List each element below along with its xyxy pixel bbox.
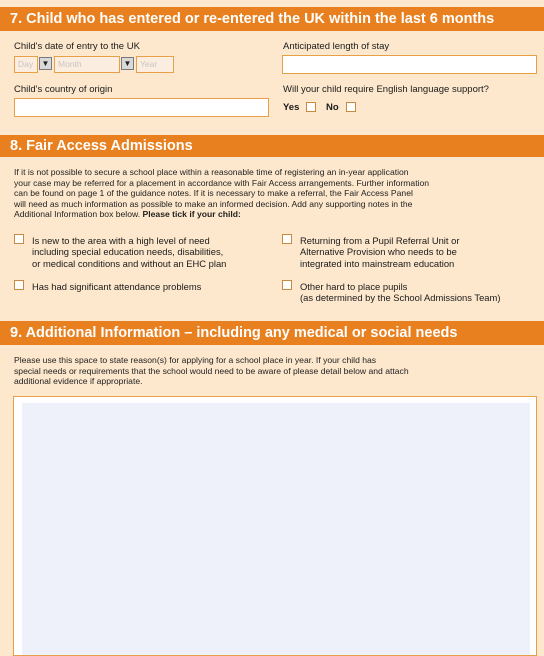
intro-line: can be found on page 1 of the guidance notes. If it is necessary to make a referral, the Fair Access Panel (14, 188, 413, 199)
option-line: Returning from a Pupil Referral Unit or (300, 235, 460, 246)
intro-line: If it is not possible to secure a school place within a reasonable time of registering an in-year application (14, 167, 409, 177)
yes-checkbox[interactable] (306, 102, 316, 112)
option-line: Alternative Provision who needs to be (300, 246, 457, 258)
intro-line: special needs or requirements that the school would need to be aware of please detail below and attach (14, 365, 409, 376)
chevron-down-icon: ▼ (123, 59, 132, 68)
pupil-referral-checkbox[interactable] (282, 234, 292, 244)
option-line: integrated into mainstream education (300, 257, 455, 269)
intro-line: will need as much information as possible to make an informed decision. Add any supporting notes in the (14, 198, 413, 209)
option-line: Other hard to place pupils (300, 281, 408, 292)
option-line: including special education needs, disabilities, (32, 246, 224, 258)
section-8-header (0, 135, 544, 157)
month-select[interactable]: Month (54, 56, 120, 73)
country-label: Child's country of origin (14, 84, 113, 95)
section-7-header (0, 7, 544, 31)
day-select[interactable]: Day (14, 56, 38, 73)
month-dropdown-button[interactable] (121, 57, 134, 70)
intro-line: Please use this space to state reason(s) for applying for a school place in year. If your child has (14, 355, 377, 365)
section-8-title: 8. Fair Access Admissions (10, 138, 193, 154)
option-line: Is new to the area with a high level of need (32, 235, 210, 246)
fair-access-intro (14, 167, 534, 220)
option-line: or medical conditions and without an EHC plan (32, 257, 227, 269)
country-field[interactable] (14, 98, 269, 117)
section-7-title: 7. Child who has entered or re-entered the UK within the last 6 months (10, 11, 495, 27)
additional-info-textarea[interactable] (22, 403, 530, 655)
tick-instruction: Please tick if your child: (142, 209, 241, 220)
year-select[interactable]: Year (136, 56, 174, 73)
no-label: No (326, 102, 339, 113)
option-line: (as determined by the School Admissions Team) (300, 292, 501, 304)
hard-to-place-checkbox[interactable] (282, 280, 292, 290)
additional-info-field[interactable] (13, 396, 537, 656)
length-of-stay-field[interactable] (282, 55, 537, 74)
day-dropdown-button[interactable] (39, 57, 52, 70)
additional-info-intro (14, 355, 534, 387)
intro-line: additional evidence if appropriate. (14, 376, 143, 387)
intro-line: your case may be referred for a placement in accordance with Fair Access arrangements. Further information (14, 177, 430, 188)
length-of-stay-label: Anticipated length of stay (283, 41, 390, 52)
intro-line-plain: Additional Information box below. (14, 209, 143, 220)
option-attendance (32, 281, 201, 292)
section-9-header (0, 321, 544, 345)
intro-line-last (14, 209, 534, 220)
no-checkbox[interactable] (346, 102, 356, 112)
chevron-down-icon: ▼ (41, 59, 50, 68)
option-hard-to-place (300, 281, 500, 304)
option-new-to-area (32, 235, 226, 269)
entry-date-label: Child's date of entry to the UK (14, 41, 140, 52)
new-to-area-checkbox[interactable] (14, 234, 24, 244)
attendance-checkbox[interactable] (14, 280, 24, 290)
english-support-label: Will your child require English language support? (283, 84, 489, 95)
option-pupil-referral (300, 235, 459, 269)
yes-label: Yes (283, 102, 300, 113)
section-9-title: 9. Additional Information – including any medical or social needs (10, 325, 458, 341)
option-line: Has had significant attendance problems (32, 281, 202, 292)
